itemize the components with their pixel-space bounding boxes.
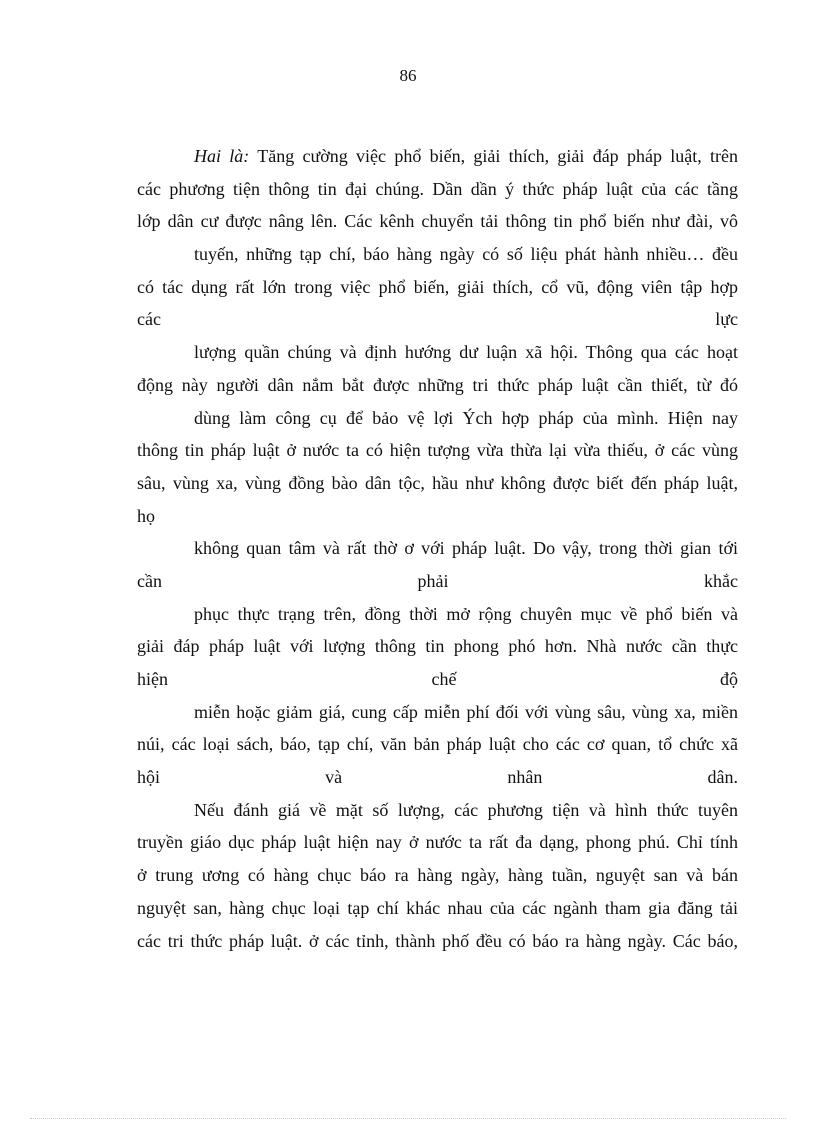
text-line: có tác dụng rất lớn trong việc phổ biến, giải thích, cổ vũ, động viên tập hợp xyxy=(137,276,738,297)
text-line: lớp dân cư được nâng lên. Các kênh chuyển tải thông tin phổ biến như đài, vô xyxy=(137,211,738,232)
text-line: hiện chế độ xyxy=(137,669,738,689)
text-line: phục thực trạng trên, đồng thời mở rộng chuyên mục về phổ biến và xyxy=(194,603,738,624)
text-line: dùng làm công cụ để bảo vệ lợi Ých hợp pháp của mình. Hiện nay xyxy=(194,407,738,428)
text-line: cần phải khắc xyxy=(137,570,738,591)
text-line: giải đáp pháp luật với lượng thông tin phong phó hơn. Nhà nước cần thực xyxy=(137,636,738,657)
text-line xyxy=(137,140,738,173)
text-line: hội và nhân dân. xyxy=(137,767,738,788)
text-line: Nếu đánh giá về mặt số lượng, các phương tiện và hình thức tuyên xyxy=(194,799,738,820)
body-text xyxy=(137,140,738,957)
text-line: động này người dân nắm bắt được những tri thức pháp luật cần thiết, từ đó xyxy=(137,374,738,395)
text-line: ở trung ương có hàng chục báo ra hàng ngày, hàng tuần, nguyệt san và bán xyxy=(137,865,738,886)
text-line: núi, các loại sách, báo, tạp chí, văn bản pháp luật cho các cơ quan, tổ chức xã xyxy=(137,734,738,755)
text-line: các tri thức pháp luật. ở các tỉnh, thành phố đều có báo ra hàng ngày. Các báo, xyxy=(137,930,738,951)
text-line: không quan tâm và rất thờ ơ với pháp luật. Do vậy, trong thời gian tới xyxy=(194,538,738,559)
page-bottom-divider xyxy=(30,1118,786,1119)
text-line: các lực xyxy=(137,309,738,330)
text-line: truyền giáo dục pháp luật hiện nay ở nước ta rất đa dạng, phong phú. Chỉ tính xyxy=(137,832,738,853)
line-text: Tăng cường việc phổ biến, giải thích, giải đáp pháp luật, trên xyxy=(249,146,738,166)
text-line: họ xyxy=(137,505,155,526)
page-number: 86 xyxy=(399,66,417,85)
italic-lead: Hai là: xyxy=(194,146,250,166)
text-line: miễn hoặc giảm giá, cung cấp miễn phí đối với vùng sâu, vùng xa, miền xyxy=(194,701,738,722)
text-line: các phương tiện thông tin đại chúng. Dần dần ý thức pháp luật của các tầng xyxy=(137,178,738,199)
text-line: lượng quần chúng và định hướng dư luận xã hội. Thông qua các hoạt xyxy=(194,342,738,363)
text-line: thông tin pháp luật ở nước ta có hiện tượng vừa thừa lại vừa thiếu, ở các vùng xyxy=(137,440,738,461)
text-line: nguyệt san, hàng chục loại tạp chí khác nhau của các ngành tham gia đăng tải xyxy=(137,897,738,918)
text-line: tuyến, những tạp chí, báo hàng ngày có số liệu phát hành nhiều… đều xyxy=(194,244,738,265)
text-line: sâu, vùng xa, vùng đồng bào dân tộc, hầu như không được biết đến pháp luật, xyxy=(137,472,738,493)
